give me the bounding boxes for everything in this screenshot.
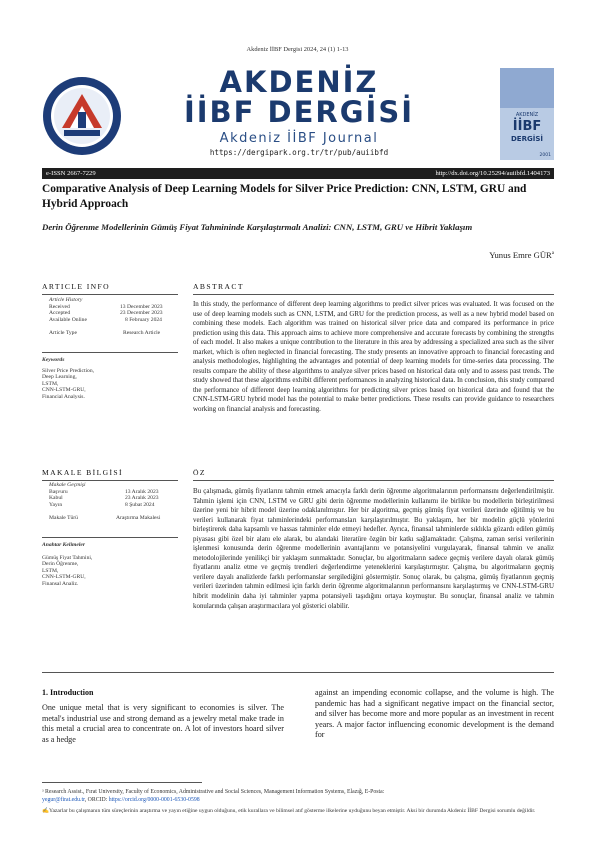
introduction-column-left: One unique metal that is very significant to economies is silver. The metal's industrial use and strong demand as a jewelry metal make trade in this metal a crucial area to concentrate on. A lot of investors hoard silver as a hedge xyxy=(42,703,284,744)
makale-bilgisi-rule xyxy=(42,480,178,481)
footnote-rule xyxy=(42,782,202,783)
section-divider xyxy=(42,672,554,673)
masthead-subtitle: Akdeniz İİBF Journal xyxy=(219,131,379,146)
makale-turu-value: Araştırma Makalesi xyxy=(116,515,161,522)
ethics-statement xyxy=(42,808,554,816)
history-label: Available Online xyxy=(49,316,87,323)
history-row xyxy=(49,317,178,324)
history-label: Yayın xyxy=(49,501,63,508)
keyword: Silver Price Prediction, xyxy=(42,367,95,374)
article-type-value: Research Article xyxy=(123,330,161,337)
abstract-heading: ABSTRACT xyxy=(193,282,244,291)
journal-reference: Akdeniz İİBF Dergisi 2024, 24 (1) 1-13 xyxy=(246,46,349,53)
doi-link[interactable]: http://dx.doi.org/10.25294/auiibfd.1404173 xyxy=(435,170,550,177)
cover-bottom-text: DERGİSİ xyxy=(511,135,543,143)
history-value: 13 Aralık 2023 xyxy=(125,488,159,495)
keyword: CNN-LSTM-GRU, xyxy=(42,387,86,394)
introduction-heading: 1. Introduction xyxy=(42,688,94,697)
article-history-label: Article History xyxy=(49,297,83,303)
anahtar-kelimeler-box xyxy=(42,542,178,588)
article-info-box xyxy=(42,297,178,337)
history-label: Received xyxy=(49,303,70,310)
article-type-label: Article Type xyxy=(49,330,77,337)
makale-bilgisi-heading: MAKALE BİLGİSİ xyxy=(42,468,123,477)
cover-header-band xyxy=(500,68,554,108)
history-row xyxy=(49,489,178,496)
abstract-text: In this study, the performance of different deep learning algorithms to predict silver prices was evaluated. It was focused on the use of deep learning models such as CNN, LSTM, and GRU for the prediction process, as well as a new hybrid model based on combining these models. Each algorithm was trained on historical silver price data and compared its performance in price prediction using this data. This approach aims to achieve more comprehensive and accurate forecasts by combining the strengths of each model. It also makes a unique contribution to the literature in this area by addressing a specialized area such as the silver market, which is often neglected in financial forecasting. The study presents an innovative approach to financial forecasting and analysis methodologies, highlighting the advantages and potential of deep learning models for time-series data processing. The results compare the ability of these algorithms to analyze silver prices based on historical data only and to assess past trends. The study showed that these algorithms exhibit different performances in analyzing historical data. In conclusion, this study compared the performance of different deep learning algorithms for predicting silver prices based on historical data and found that the CNN-LSTM-GRU hybrid model has the potential to make better predictions. These results can provide guidance to researchers working on financial analysis and forecasting. xyxy=(193,300,554,414)
masthead-title-line1: AKDENİZ xyxy=(219,65,379,99)
history-value: 13 December 2023 xyxy=(120,303,163,310)
history-row xyxy=(49,310,178,317)
oz-heading: ÖZ xyxy=(193,468,206,477)
keyword: LSTM, xyxy=(42,567,59,574)
article-subtitle-turkish: Derin Öğrenme Modellerinin Gümüş Fiyat Tahmininde Karşılaştırmalı Analizi: CNN, LSTM, GRU ve Hibrit Yaklaşım xyxy=(42,222,473,232)
masthead-url[interactable]: https://dergipark.org.tr/tr/pub/auiibfd xyxy=(209,148,389,157)
history-label: Accepted xyxy=(49,310,71,317)
email-link[interactable]: yegur@firat.edu.tr xyxy=(42,797,85,803)
introduction-column-right: against an impending economic collapse, and the volume is high. The pandemic has had a significant negative impact on the financial sector, and silver has become more and more popular as an investment in recent years. A major factor influencing economic development is the demand for xyxy=(315,688,554,740)
keywords-label: Keywords xyxy=(42,357,65,363)
oz-rule xyxy=(193,480,554,481)
journal-cover-thumbnail xyxy=(500,68,554,160)
history-row xyxy=(49,502,178,509)
author-name-text: Yunus Emre GÜR xyxy=(489,250,552,260)
keyword: Finansal Analiz. xyxy=(42,580,79,587)
oz-text: Bu çalışmada, gümüş fiyatlarını tahmin etmek amacıyla farklı derin öğrenme algoritmalarının performansını değerlendirilmiştir. Tahmin işlemi için CNN, LSTM ve GRU gibi derin öğrenme modellerinin kullanımı ile birlikte bu modellerin birleştirilmesi üzerine yeni bir hibrit model üzerine odaklanılmıştır. Her bir algoritma, geçmiş gümüş fiyat verileri üzerinde eğitilmiş ve bu verileri kullanarak fiyat tahminlerindeki performansları karşılaştırılmıştır. Bu yaklaşım, her bir modelin güçlü yönlerini birleştirerek daha kapsamlı ve hassas tahminler elde etmeyi hedefler. Ayrıca, finansal tahminlerde sıklıkla gözardı edilen gümüş piyasası gibi özel bir alanı ele alarak, bu alandaki literatüre özgün bir katkı sağlamaktadır. Çalışma, zaman serisi verilerinin işlenmesi konusunda derin öğrenme modellerinin avantajlarını ve potansiyelini vurgulayarak, finansal tahmin ve analiz metodolojilerinde yenilikçi bir yaklaşım sunmaktadır. Sonuçlar, bu algoritmaların sadece geçmiş verilere dayalı olarak gümüş fiyatlarını analiz etme ve geçmiş trendleri değerlendirme yeteneklerini karşılaştırmıştır. Çalışma, bu algoritmaların geçmiş verilere dayalı analizlerde farklı performanslar sergilediğini göstermiştir. Sonuç olarak, bu çalışma, gümüş fiyatlarının geçmiş verileri üzerinden tahmin edilmesi için farklı derin öğrenme algoritmalarının performansını karşılaştırmış ve CNN-LSTM-GRU hibrit modelinin daha iyi tahminler yapma potansiyeli taşıdığını ortaya koymuştur. Bu sonuçlar, finansal analiz ve tahmin konularında çalışan araştırmacılara yol gösterici olabilir. xyxy=(193,487,554,610)
history-label: Kabul xyxy=(49,495,63,502)
keyword: CNN-LSTM-GRU, xyxy=(42,574,86,581)
makale-turu-label: Makale Türü xyxy=(49,515,78,522)
masthead-title-line2: İİBF DERGİSİ xyxy=(183,95,415,129)
history-value: 23 December 2023 xyxy=(120,310,163,317)
history-row xyxy=(49,304,178,311)
makale-bilgisi-box xyxy=(42,482,178,522)
ethics-icon: ✍ xyxy=(42,808,49,814)
history-value: 8 Şubat 2024 xyxy=(125,501,155,508)
affiliation-text: ᵃ Research Assist., Fırat University, Faculty of Economics, Administrative and Social Sciences, Management Information Systems, Elazığ, E-Posta: xyxy=(42,789,385,795)
article-title: Comparative Analysis of Deep Learning Models for Silver Price Prediction: CNN, LSTM, GRU and Hybrid Approach xyxy=(42,183,527,210)
keyword: Gümüş Fiyat Tahmini, xyxy=(42,554,93,561)
university-seal-icon xyxy=(42,76,122,156)
cover-mid-text: İİBF xyxy=(512,119,542,134)
article-info-rule xyxy=(42,294,178,295)
footnote-affiliation xyxy=(42,788,554,804)
makale-bilgisi-rule xyxy=(42,537,178,538)
keyword: Financial Analysis. xyxy=(42,393,85,400)
issn-text: e-ISSN 2667-7229 xyxy=(46,170,96,177)
cover-top-text: AKDENİZ xyxy=(515,112,539,118)
ethics-text: Yazarlar bu çalışmanın tüm süreçlerinin araştırma ve yayın etiğine uygun olduğunu, etik kurallara ve bilimsel atıf gösterme ilkelerine uyduğunu beyan etmiştir. Aksi bir durumda Akdeniz İİBF Dergisi sorumlu değildir. xyxy=(48,808,536,814)
history-value: 8 February 2024 xyxy=(125,316,162,323)
orcid-link[interactable]: https://orcid.org/0000-0001-6530-0598 xyxy=(108,797,200,803)
university-logo xyxy=(42,76,122,156)
cover-year: 2001 xyxy=(539,153,551,158)
article-info-rule xyxy=(42,352,178,353)
keywords-box xyxy=(42,357,178,401)
article-type-row xyxy=(42,330,178,337)
article-info-heading: ARTICLE INFO xyxy=(42,282,111,291)
history-row xyxy=(49,495,178,502)
issn-doi-bar xyxy=(42,168,554,179)
author-name xyxy=(489,250,554,260)
anahtar-kelimeler-label: Anahtar Kelimeler xyxy=(42,542,86,548)
keyword: Deep Learning, xyxy=(42,374,77,381)
makale-turu-row xyxy=(42,515,178,522)
orcid-label: , ORCID: xyxy=(84,797,108,803)
history-label: Başvuru xyxy=(49,488,68,495)
makale-gecmisi-label: Makale Geçmişi xyxy=(49,482,86,488)
keyword: LSTM, xyxy=(42,380,59,387)
author-affiliation-mark: a xyxy=(551,251,554,257)
abstract-rule xyxy=(193,294,554,295)
history-value: 23 Aralık 2023 xyxy=(125,495,159,502)
keyword: Derin Öğrenme, xyxy=(42,561,79,568)
